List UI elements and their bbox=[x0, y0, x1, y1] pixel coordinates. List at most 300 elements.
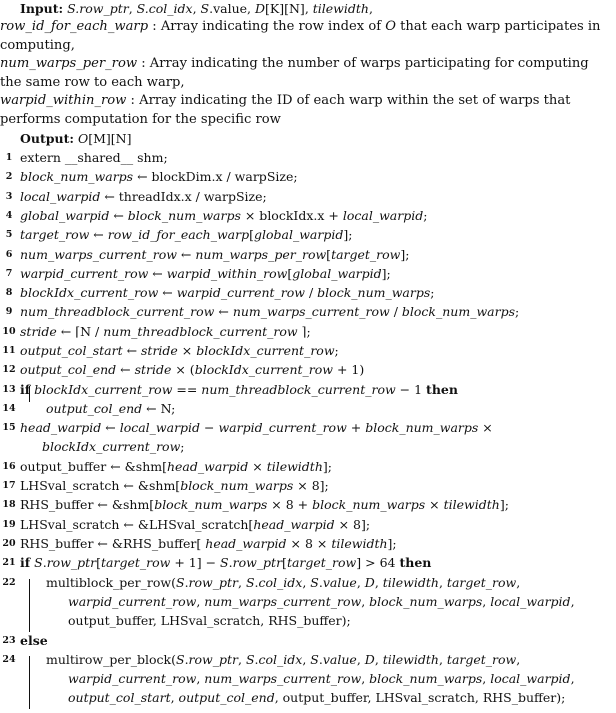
text-segment: == bbox=[172, 381, 202, 397]
text-segment: ← threadIdx.x / warpSize; bbox=[100, 188, 267, 204]
code-line bbox=[0, 246, 616, 265]
code-line bbox=[0, 574, 616, 632]
line-number: 9 bbox=[5, 306, 13, 318]
text-segment: S bbox=[310, 651, 319, 667]
text-segment: ]; bbox=[343, 227, 353, 243]
line-row bbox=[20, 554, 431, 573]
text-segment: [K][N], bbox=[265, 1, 313, 16]
text-segment: ]; bbox=[387, 536, 397, 551]
text-segment: S bbox=[67, 1, 76, 16]
text-segment: ]; bbox=[499, 497, 509, 513]
code-line bbox=[0, 188, 616, 207]
text-segment: global_warpid bbox=[20, 207, 110, 223]
text-segment: , bbox=[302, 651, 311, 667]
line-number: 17 bbox=[2, 480, 16, 492]
text-segment: × bbox=[425, 497, 444, 513]
code-line bbox=[0, 496, 616, 515]
text-segment: block_num_warps bbox=[369, 671, 483, 687]
text-segment: RHS_buffer ← &RHS_buffer[ bbox=[20, 536, 206, 551]
code-line bbox=[0, 207, 616, 226]
text-segment: [ bbox=[326, 246, 332, 262]
text-segment: block_num_warps bbox=[401, 304, 516, 320]
text-segment: .row_ptr bbox=[75, 1, 129, 16]
text-segment: block_num_warps bbox=[180, 478, 294, 494]
line-row bbox=[20, 381, 458, 400]
text-segment: × 8]; bbox=[293, 478, 329, 494]
text-segment: output_col_end bbox=[46, 400, 143, 416]
text-segment: LHSval_scratch ← &shm[ bbox=[20, 478, 181, 494]
text-segment: , bbox=[438, 574, 447, 590]
text-segment: RHS_buffer ← &shm[ bbox=[20, 497, 155, 513]
text-segment: ; bbox=[423, 207, 428, 223]
line-code bbox=[20, 265, 391, 284]
text-segment: num_warps_current_row bbox=[232, 304, 390, 320]
text-segment: warpid_within_row bbox=[0, 93, 127, 108]
line-code bbox=[20, 246, 409, 265]
line-number: 23 bbox=[2, 634, 16, 646]
line-number: 18 bbox=[2, 499, 16, 511]
text-segment: target_row bbox=[446, 574, 517, 590]
text-segment: output_col_end bbox=[20, 362, 117, 378]
line-number: 16 bbox=[2, 460, 16, 472]
text-segment: global_warpid bbox=[254, 227, 344, 243]
text-segment: . bbox=[318, 651, 323, 667]
line-code bbox=[20, 188, 267, 207]
text-segment: , bbox=[570, 671, 575, 687]
line-row bbox=[20, 323, 311, 342]
line-row bbox=[20, 149, 168, 168]
code-line bbox=[0, 265, 616, 284]
text-segment: S bbox=[200, 1, 210, 16]
text-segment: that each warp participates in computing, bbox=[0, 19, 601, 53]
text-segment: ← bbox=[116, 362, 135, 378]
text-segment: ]; bbox=[322, 458, 332, 474]
text-segment: , bbox=[238, 574, 246, 590]
annotation-text bbox=[0, 92, 614, 129]
text-segment: target_row bbox=[446, 651, 517, 667]
text-segment: . bbox=[318, 574, 323, 590]
text-segment: , bbox=[192, 1, 201, 16]
text-segment: blockIdx_current_row bbox=[42, 439, 181, 455]
line-number: 3 bbox=[5, 190, 13, 202]
text-segment: S bbox=[220, 555, 229, 571]
annotation-num-warps bbox=[0, 55, 616, 92]
text-segment: : Array indicating the number of warps participating for computing the same row to each warp, bbox=[0, 56, 589, 90]
text-segment: row_ptr bbox=[188, 574, 238, 590]
line-number: 1 bbox=[5, 152, 13, 163]
line-number: 10 bbox=[2, 325, 16, 337]
text-segment: [ bbox=[282, 555, 287, 571]
text-segment: stride bbox=[141, 343, 178, 358]
text-segment: [M][N] bbox=[88, 131, 132, 146]
text-segment: block_num_warps bbox=[312, 497, 426, 513]
text-segment: warpid_current_row bbox=[68, 671, 197, 687]
text-segment: output_buffer ← &shm[ bbox=[20, 458, 167, 474]
text-segment: / bbox=[305, 285, 318, 301]
line-code bbox=[46, 400, 175, 419]
text-segment: ← bbox=[176, 246, 196, 262]
text-segment: num_warps_per_row bbox=[195, 246, 327, 262]
code-line bbox=[0, 651, 616, 709]
text-segment: D bbox=[364, 651, 375, 667]
text-segment: ]; bbox=[381, 265, 391, 281]
line-row bbox=[20, 246, 409, 265]
line-code bbox=[20, 303, 519, 322]
text-segment: [ bbox=[249, 227, 254, 243]
text-segment: , output_buffer, LHSval_scratch, RHS_buffer); bbox=[274, 690, 566, 706]
text-segment: . bbox=[42, 555, 47, 571]
text-segment: + 1] − bbox=[170, 555, 221, 571]
text-segment: [ bbox=[96, 555, 102, 571]
text-segment: row_ptr bbox=[232, 555, 283, 571]
text-segment: value bbox=[322, 574, 357, 590]
text-segment: .col_idx bbox=[144, 1, 193, 16]
text-segment: else bbox=[20, 632, 48, 648]
line-row bbox=[20, 438, 493, 457]
text-segment: local_warpid bbox=[490, 671, 571, 687]
line-code bbox=[20, 323, 311, 342]
line-row bbox=[20, 265, 391, 284]
text-segment: multirow_per_block( bbox=[46, 651, 176, 667]
code-line bbox=[0, 284, 616, 303]
code-line bbox=[0, 400, 616, 419]
line-row bbox=[20, 188, 267, 207]
text-segment: target_row bbox=[20, 227, 90, 243]
text-segment: × 8 + bbox=[267, 497, 313, 513]
line-number: 14 bbox=[2, 402, 16, 414]
text-segment: × ( bbox=[171, 362, 195, 378]
code-line bbox=[0, 149, 616, 168]
text-segment: row_id_for_each_warp bbox=[107, 227, 250, 243]
text-segment: head_warpid bbox=[166, 458, 249, 474]
text-segment: ← bbox=[158, 285, 177, 301]
line-row bbox=[20, 496, 509, 515]
line-code bbox=[20, 458, 332, 477]
line-code bbox=[20, 168, 298, 187]
text-segment: S bbox=[136, 1, 145, 16]
line-number: 7 bbox=[5, 267, 13, 279]
text-segment: output_col_start bbox=[68, 690, 171, 706]
text-segment: stride bbox=[20, 323, 57, 339]
text-segment: then bbox=[426, 381, 458, 397]
line-row bbox=[46, 574, 575, 593]
line-row bbox=[20, 226, 352, 245]
text-segment: ← N; bbox=[142, 400, 176, 416]
text-segment: blockIdx_current_row bbox=[194, 362, 333, 378]
text-segment: × bbox=[248, 458, 267, 474]
line-number: 21 bbox=[2, 557, 16, 569]
text-segment: D bbox=[255, 1, 266, 16]
text-segment: head_warpid bbox=[205, 536, 287, 551]
text-segment: target_row bbox=[331, 246, 401, 262]
text-segment: , bbox=[482, 593, 491, 609]
text-segment: × bbox=[177, 343, 197, 358]
text-segment: tilewidth bbox=[382, 651, 439, 667]
text-segment: × 8]; bbox=[334, 516, 371, 532]
text-segment: multiblock_per_row( bbox=[46, 574, 176, 590]
text-segment: , bbox=[356, 574, 365, 590]
text-segment: row_ptr bbox=[46, 555, 97, 571]
text-segment: local_warpid bbox=[119, 420, 201, 436]
line-row bbox=[20, 168, 298, 187]
text-segment: ← bbox=[214, 304, 233, 320]
line-number: 22 bbox=[2, 576, 16, 588]
line-row bbox=[20, 361, 364, 380]
text-segment: , bbox=[128, 1, 137, 16]
text-segment: − 1 bbox=[395, 381, 427, 397]
text-segment: block_num_warps bbox=[154, 497, 268, 513]
line-code bbox=[20, 342, 339, 361]
line-number: 24 bbox=[2, 653, 16, 665]
text-segment: D bbox=[364, 574, 375, 590]
line-code bbox=[46, 574, 575, 632]
text-segment: , bbox=[196, 671, 205, 687]
text-segment: head_warpid bbox=[20, 420, 102, 436]
text-segment: , bbox=[238, 651, 246, 667]
text-segment: S bbox=[34, 555, 43, 571]
text-segment: , bbox=[170, 690, 179, 706]
text-segment: ; bbox=[334, 343, 339, 358]
text-segment: tilewidth bbox=[382, 574, 439, 590]
text-segment: ← bbox=[148, 265, 167, 281]
text-segment: block_num_warps bbox=[365, 420, 479, 436]
text-segment: ← bbox=[101, 420, 120, 436]
text-segment: then bbox=[399, 555, 432, 571]
line-code bbox=[20, 535, 397, 554]
code-line bbox=[0, 458, 616, 477]
text-segment: if bbox=[20, 381, 31, 397]
line-number: 11 bbox=[2, 345, 16, 356]
text-segment: . bbox=[228, 555, 233, 571]
output-text bbox=[20, 130, 131, 149]
text-segment: Input: bbox=[20, 1, 64, 16]
line-code bbox=[20, 516, 370, 535]
text-segment: , bbox=[438, 651, 447, 667]
text-segment: num_threadblock_current_row bbox=[201, 381, 396, 397]
text-segment: − bbox=[200, 420, 219, 436]
text-segment: ; bbox=[515, 304, 520, 320]
line-row bbox=[20, 207, 427, 226]
text-segment: row_id_for_each_warp bbox=[0, 19, 149, 34]
text-segment: / bbox=[389, 304, 402, 320]
text-segment: warpid_within_row bbox=[166, 265, 288, 281]
text-segment: output_col_start bbox=[20, 343, 123, 358]
text-segment: ← bbox=[89, 227, 108, 243]
text-segment: col_idx bbox=[258, 574, 303, 590]
line-code bbox=[20, 554, 431, 573]
line-row bbox=[20, 303, 519, 322]
line-row bbox=[20, 458, 332, 477]
text-segment: × 8 × bbox=[286, 536, 332, 551]
line-code bbox=[20, 284, 435, 303]
text-segment: row_ptr bbox=[188, 651, 238, 667]
text-segment: local_warpid bbox=[342, 207, 424, 223]
text-segment: , bbox=[570, 593, 575, 609]
input-text bbox=[20, 0, 373, 19]
text-segment: , bbox=[482, 671, 491, 687]
text-segment: , bbox=[516, 574, 521, 590]
text-segment: + 1) bbox=[332, 362, 365, 378]
text-segment: local_warpid bbox=[20, 188, 101, 204]
line-code bbox=[20, 496, 509, 515]
line-number: 19 bbox=[2, 518, 16, 530]
text-segment: , bbox=[302, 574, 311, 590]
line-number: 12 bbox=[2, 364, 16, 376]
line-number: 4 bbox=[5, 209, 13, 221]
text-segment: S bbox=[245, 574, 255, 590]
text-segment: local_warpid bbox=[490, 593, 571, 609]
line-code bbox=[20, 361, 364, 380]
line-code bbox=[20, 477, 329, 496]
text-segment: , bbox=[374, 574, 383, 590]
line-code bbox=[20, 632, 48, 651]
line-row bbox=[46, 400, 175, 419]
text-segment: , bbox=[361, 593, 370, 609]
text-segment: S bbox=[310, 574, 319, 590]
line-row bbox=[46, 593, 575, 612]
text-segment: : Array indicating the row index of bbox=[148, 19, 386, 34]
text-segment: target_row bbox=[286, 555, 357, 571]
text-segment: ← blockDim.x / warpSize; bbox=[133, 169, 298, 185]
text-segment: warpid_current_row bbox=[68, 593, 197, 609]
code-line bbox=[0, 535, 616, 554]
text-segment: warpid_current_row bbox=[218, 420, 347, 436]
code-line bbox=[0, 477, 616, 496]
line-row bbox=[46, 612, 575, 631]
code-line bbox=[0, 303, 616, 322]
line-code bbox=[20, 207, 427, 226]
text-segment: Output: bbox=[20, 131, 74, 146]
text-segment: × bbox=[478, 420, 493, 436]
code-line bbox=[0, 361, 616, 380]
text-segment: [ bbox=[287, 265, 293, 281]
text-segment: O bbox=[77, 131, 89, 146]
text-segment: block_num_warps bbox=[20, 169, 134, 185]
text-segment: , bbox=[368, 1, 373, 16]
annotation-warpid bbox=[0, 92, 616, 129]
code-line bbox=[0, 419, 616, 458]
code-line bbox=[0, 516, 616, 535]
code-line bbox=[0, 226, 616, 245]
line-row bbox=[46, 651, 575, 670]
line-row bbox=[46, 689, 575, 708]
line-code bbox=[20, 149, 168, 168]
line-number: 8 bbox=[5, 287, 13, 299]
line-number: 13 bbox=[2, 383, 16, 395]
text-segment: value bbox=[322, 651, 357, 667]
text-segment: head_warpid bbox=[253, 516, 335, 532]
annotation-text bbox=[0, 55, 614, 92]
code-line bbox=[0, 342, 616, 361]
text-segment: output_col_end bbox=[178, 690, 275, 706]
code-line bbox=[0, 323, 616, 342]
code-line bbox=[0, 632, 616, 651]
text-segment: S bbox=[175, 651, 185, 667]
text-segment: if bbox=[20, 555, 31, 571]
text-segment: ]; bbox=[400, 246, 410, 262]
text-segment: + bbox=[346, 420, 366, 436]
annotation-row-id bbox=[0, 18, 616, 55]
code-line bbox=[0, 381, 616, 400]
text-segment: ← bbox=[109, 207, 128, 223]
text-segment: block_num_warps bbox=[127, 207, 241, 223]
text-segment: tilewidth bbox=[443, 497, 500, 513]
text-segment: num_warps_current_row bbox=[204, 671, 362, 687]
text-segment: ] > 64 bbox=[356, 555, 400, 571]
text-segment: blockIdx_current_row bbox=[20, 285, 159, 301]
text-segment: num_warps_current_row bbox=[204, 593, 362, 609]
line-number: 6 bbox=[5, 248, 13, 260]
text-segment: S bbox=[245, 651, 255, 667]
text-segment: . bbox=[184, 574, 189, 590]
text-segment: block_num_warps bbox=[317, 285, 431, 301]
text-segment: . bbox=[254, 651, 259, 667]
text-segment: extern __shared__ shm; bbox=[20, 150, 168, 165]
text-segment: O bbox=[385, 19, 396, 34]
annotation-text bbox=[0, 18, 614, 55]
text-segment: ← ⌈N / bbox=[56, 323, 104, 339]
text-segment: , bbox=[374, 651, 383, 667]
text-segment: blockIdx_current_row bbox=[34, 381, 173, 397]
text-segment: LHSval_scratch ← &LHSval_scratch[ bbox=[20, 516, 254, 532]
text-segment: ⌉; bbox=[297, 323, 311, 339]
text-segment: num_warps_per_row bbox=[0, 56, 138, 71]
line-row bbox=[20, 477, 329, 496]
line-number: 15 bbox=[2, 422, 16, 434]
text-segment: warpid_current_row bbox=[20, 265, 149, 281]
text-segment: num_threadblock_current_row bbox=[20, 304, 215, 320]
text-segment: global_warpid bbox=[292, 265, 382, 281]
text-segment: × blockIdx.x + bbox=[240, 207, 343, 223]
text-segment: ← bbox=[122, 343, 142, 358]
text-segment: target_row bbox=[101, 555, 171, 571]
line-row bbox=[20, 342, 339, 361]
text-segment: block_num_warps bbox=[369, 593, 483, 609]
text-segment: tilewidth bbox=[331, 536, 388, 551]
line-code bbox=[20, 226, 352, 245]
text-segment: tilewidth bbox=[266, 458, 323, 474]
text-segment: , bbox=[356, 651, 365, 667]
line-row bbox=[20, 535, 397, 554]
line-row bbox=[20, 419, 493, 438]
text-segment: . bbox=[184, 651, 189, 667]
text-segment: : Array indicating the ID of each warp within the set of warps that performs computation for the specific row bbox=[0, 93, 571, 127]
line-number: 5 bbox=[5, 229, 13, 241]
line-number: 2 bbox=[5, 171, 13, 183]
text-segment: warpid_current_row bbox=[176, 285, 305, 301]
text-segment: col_idx bbox=[258, 651, 303, 667]
text-segment: S bbox=[175, 574, 185, 590]
text-segment: , bbox=[361, 671, 370, 687]
text-segment: output_buffer, LHSval_scratch, RHS_buffer); bbox=[68, 613, 351, 629]
text-segment: blockIdx_current_row bbox=[196, 343, 335, 358]
code-line bbox=[0, 168, 616, 187]
line-row bbox=[20, 632, 48, 651]
line-code bbox=[46, 651, 575, 709]
line-code bbox=[20, 381, 458, 400]
text-segment: num_threadblock_current_row bbox=[103, 323, 298, 339]
text-segment: , bbox=[516, 651, 521, 667]
text-segment: num_warps_current_row bbox=[20, 246, 177, 262]
line-row bbox=[20, 284, 435, 303]
code-line bbox=[0, 554, 616, 573]
text-segment: . bbox=[254, 574, 259, 590]
line-row bbox=[20, 516, 370, 535]
text-segment: , bbox=[196, 593, 205, 609]
text-segment: .value, bbox=[209, 1, 255, 16]
text-segment: tilewidth bbox=[312, 1, 369, 16]
text-segment: stride bbox=[134, 362, 172, 378]
